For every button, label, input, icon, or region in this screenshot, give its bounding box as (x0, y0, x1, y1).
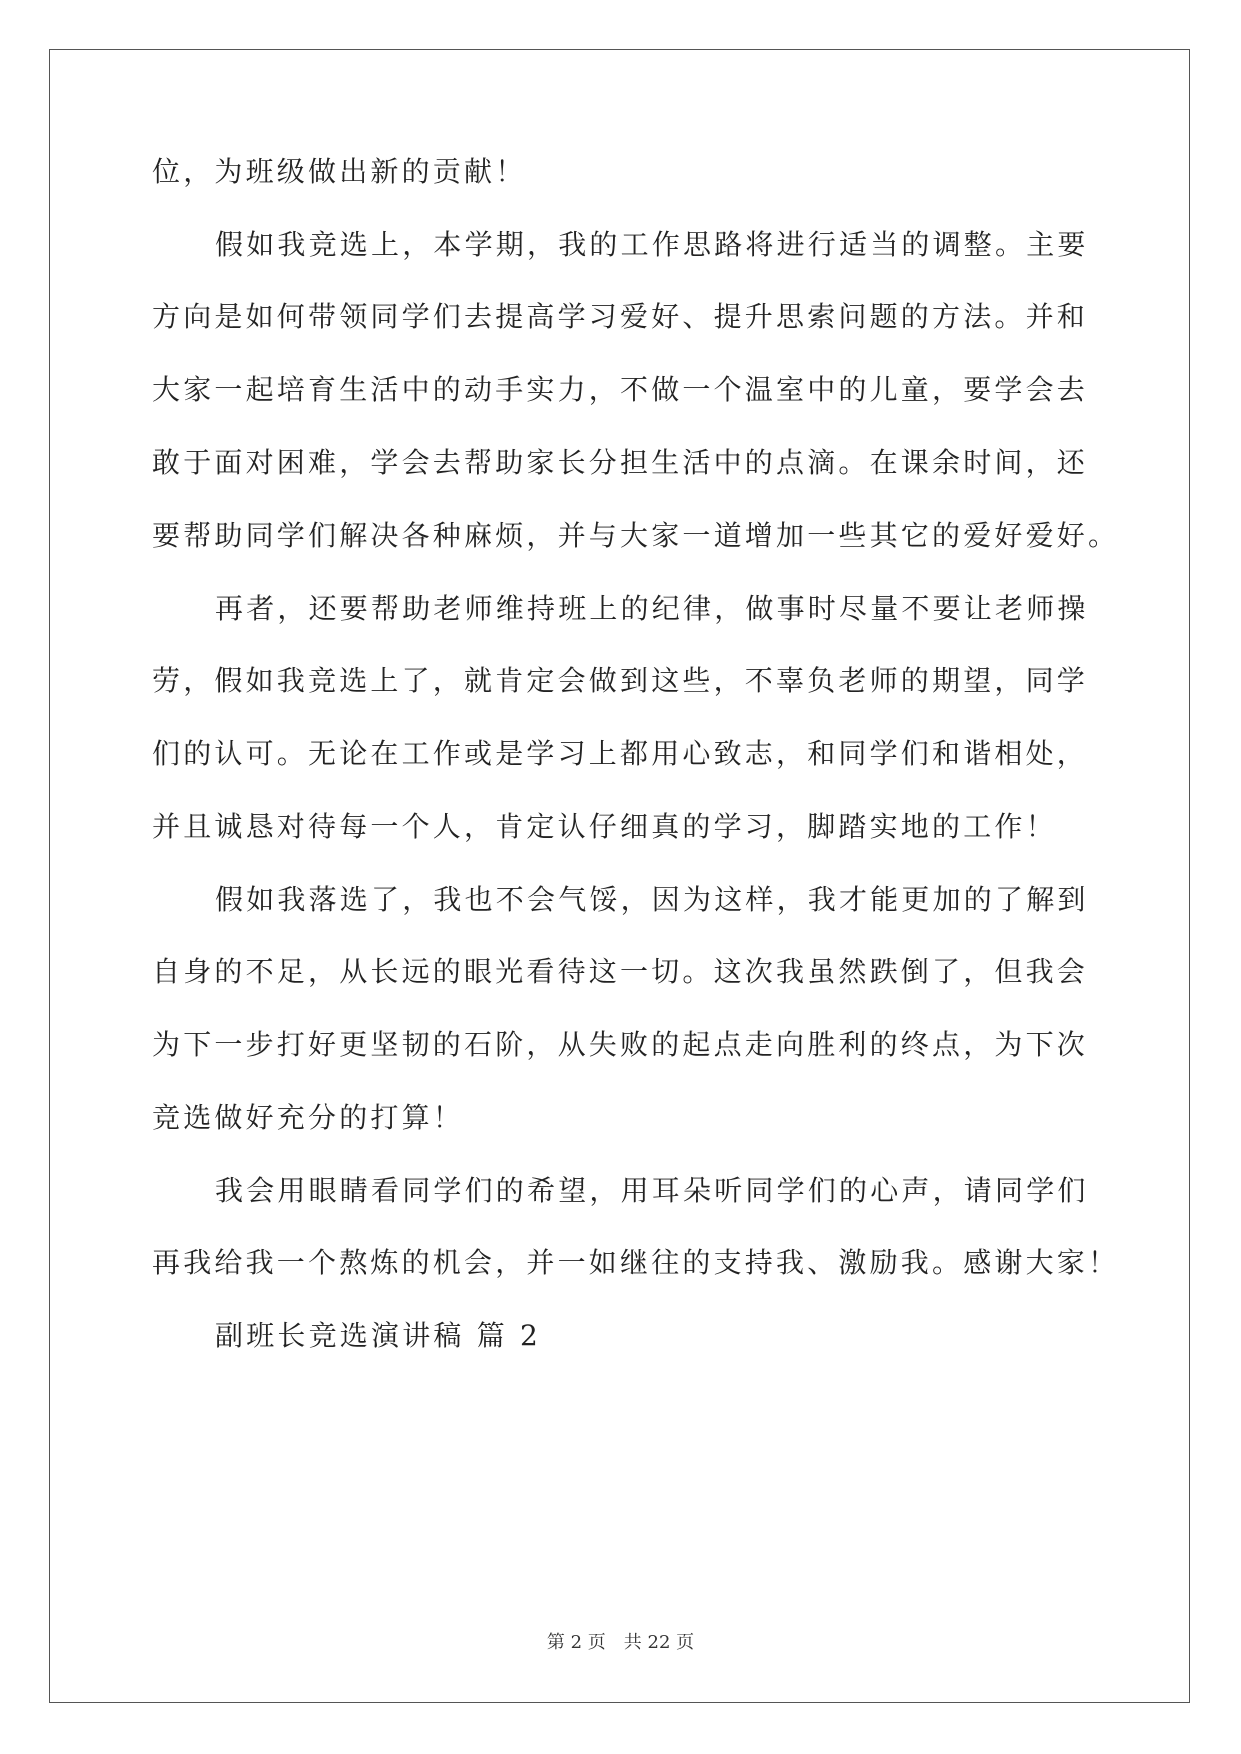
text-line-5: 敢于面对困难，学会去帮助家长分担生活中的点滴。在课余时间，还 (152, 446, 1089, 479)
paragraph-start-line-2: 假如我竞选上，本学期，我的工作思路将进行适当的调整。主要 (215, 228, 1089, 261)
text-line-10: 并且诚恳对待每一个人，肯定认仔细真的学习，脚踏实地的工作！ (152, 810, 1057, 843)
text-line-13: 为下一步打好更坚韧的石阶，从失败的起点走向胜利的终点，为下次 (152, 1028, 1089, 1061)
page-number-footer: 第 2 页 共 22 页 (546, 1632, 695, 1653)
paragraph-start-line-15: 我会用眼睛看同学们的希望，用耳朵听同学们的心声，请同学们 (215, 1174, 1089, 1207)
text-line-14: 竞选做好充分的打算！ (152, 1101, 465, 1134)
text-line-12: 自身的不足，从长远的眼光看待这一切。这次我虽然跌倒了，但我会 (152, 955, 1089, 988)
text-line-6: 要帮助同学们解决各种麻烦，并与大家一道增加一些其它的爱好爱好。 (152, 519, 1120, 552)
text-line-9: 们的认可。无论在工作或是学习上都用心致志，和同学们和谐相处， (152, 737, 1089, 770)
text-line-16: 再我给我一个熬炼的机会，并一如继往的支持我、激励我。感谢大家！ (152, 1246, 1120, 1279)
text-line-8: 劳，假如我竞选上了，就肯定会做到这些，不辜负老师的期望，同学 (152, 664, 1089, 697)
paragraph-start-line-11: 假如我落选了，我也不会气馁，因为这样，我才能更加的了解到 (215, 883, 1089, 916)
text-line-3: 方向是如何带领同学们去提高学习爱好、提升思索问题的方法。并和 (152, 300, 1089, 333)
paragraph-start-line-7: 再者，还要帮助老师维持班上的纪律，做事时尽量不要让老师操 (215, 592, 1089, 625)
text-line-1: 位，为班级做出新的贡献！ (152, 155, 527, 188)
section-heading: 副班长竞选演讲稿 篇 2 (215, 1319, 542, 1352)
text-line-4: 大家一起培育生活中的动手实力，不做一个温室中的儿童，要学会去 (152, 373, 1089, 406)
